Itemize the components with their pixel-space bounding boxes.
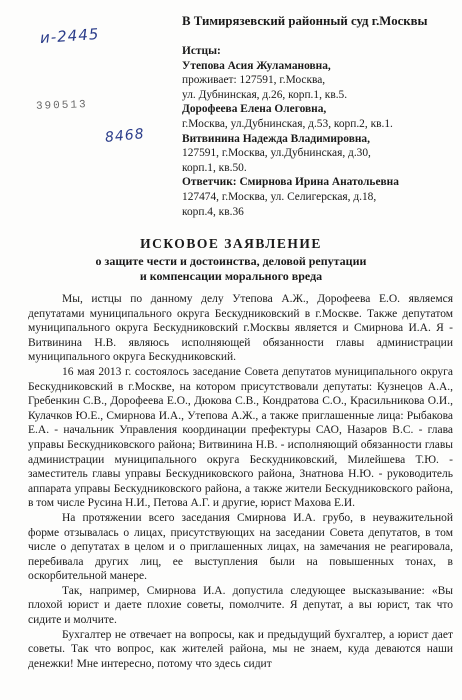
party-line: Истцы: <box>182 45 221 57</box>
body-paragraph: На протяжении всего заседания Смирнова И.А. грубо, в неуважительной форме отзывалась о лицах, присутствующих на заседании Совета депутатов, в том числе о депутатах в целом и о приглашенных лицах, на замечания не реагировала, перебивала других лиц, ее выступления были на повышенных тонах, в оскорбительной манере. <box>28 511 453 583</box>
party-line: проживает: 127591, г.Москва, <box>182 74 326 87</box>
body-paragraph: Мы, истцы по данному делу Утепова А.Ж., Дорофеева Е.О. являемся депутатами муниципального округа Бескудниковский в г.Москве. Также депутатом муниципального округа Бескудниковский г.Москвы является и Смирнова И.А. Я - Витвинина Н.В. являюсь исполняющей обязанности главы администрации муниципального округа Бескудниковский. <box>28 293 453 364</box>
document-subtitle-line2: и компенсации морального вреда <box>139 269 323 283</box>
party-line: корп.1, кв.50. <box>182 161 247 174</box>
body-paragraph: Бухгалтер не отвечает на вопросы, как и предыдущий бухгалтер, а юрист дает советы. Так что вопрос, как жителей района, мы не знаем, куда деваются наши денежки! Мне интересно, потому что здесь сидит <box>28 628 453 670</box>
party-line: 127474, г.Москва, ул. Селигерская, д.18, <box>182 190 377 203</box>
party-line: г.Москва, ул.Дубнинская, д.53, корп.2, кв.1. <box>182 117 393 130</box>
party-line: Утепова Асия Жуламановна, <box>182 59 331 72</box>
party-line: ул. Дубнинская, д.26, корп.1, кв.5. <box>182 88 348 101</box>
parties-block <box>182 44 452 219</box>
court-heading: В Тимирязевский районный суд г.Москвы <box>182 14 428 28</box>
body-paragraph: Так, например, Смирнова И.А. допустила следующее высказывание: «Вы плохой юрист и даете плохие советы, помолчите. Я депутат, а вы юрист, так что сидите и молчите. <box>28 584 453 627</box>
handwritten-note-top: и-2445 <box>39 24 100 48</box>
document-body <box>28 292 453 671</box>
party-line: Дорофеева Елена Олеговна, <box>182 103 327 116</box>
document-title: ИСКОВОЕ ЗАЯВЛЕНИЕ <box>140 236 322 251</box>
incoming-stamp-number: 390513 <box>35 99 88 113</box>
party-line: корп.4, кв.36 <box>182 205 244 218</box>
party-line: Витвинина Надежда Владимировна, <box>182 132 370 145</box>
body-paragraph: 16 мая 2013 г. состоялось заседание Совета депутатов муниципального округа Бескудниковский в г.Москве, на котором присутствовали депутаты: Кузнецов А.А., Гребенкин С.В., Дорофеева Е.О., Дюкова С.В., Кондратова С.О., Красильникова О.И., Кулачков Ю.Е., Смирнова И.А., Утепова А.Ж., а также приглашенные лица: Рыбакова Е.А. - начальник Управления координации префектуры САО, Назаров В.С. - глава управы Бескудниковского района; Витвинина Н.В. - исполняющий обязанности главы администрации муниципального округа Бескудниковский, Милейшева Т.Ю. - заместитель главы управы Бескудниковского района, Знатнова Н.Ю. - руководитель аппарата управы Бескудниковского района, а также жители Бескудниковского района, в том числе Русина Н.И., Петова А.Г. и другие, юрист Махова Е.И. <box>28 365 453 510</box>
handwritten-note-mid: 8468 <box>104 125 146 147</box>
party-line: Ответчик: Смирнова Ирина Анатольевна <box>182 176 399 189</box>
document-subtitle-line1: о защите чести и достоинства, деловой репутации <box>95 254 367 268</box>
party-line: 127591, г.Москва, ул.Дубнинская, д.30, <box>182 147 371 160</box>
